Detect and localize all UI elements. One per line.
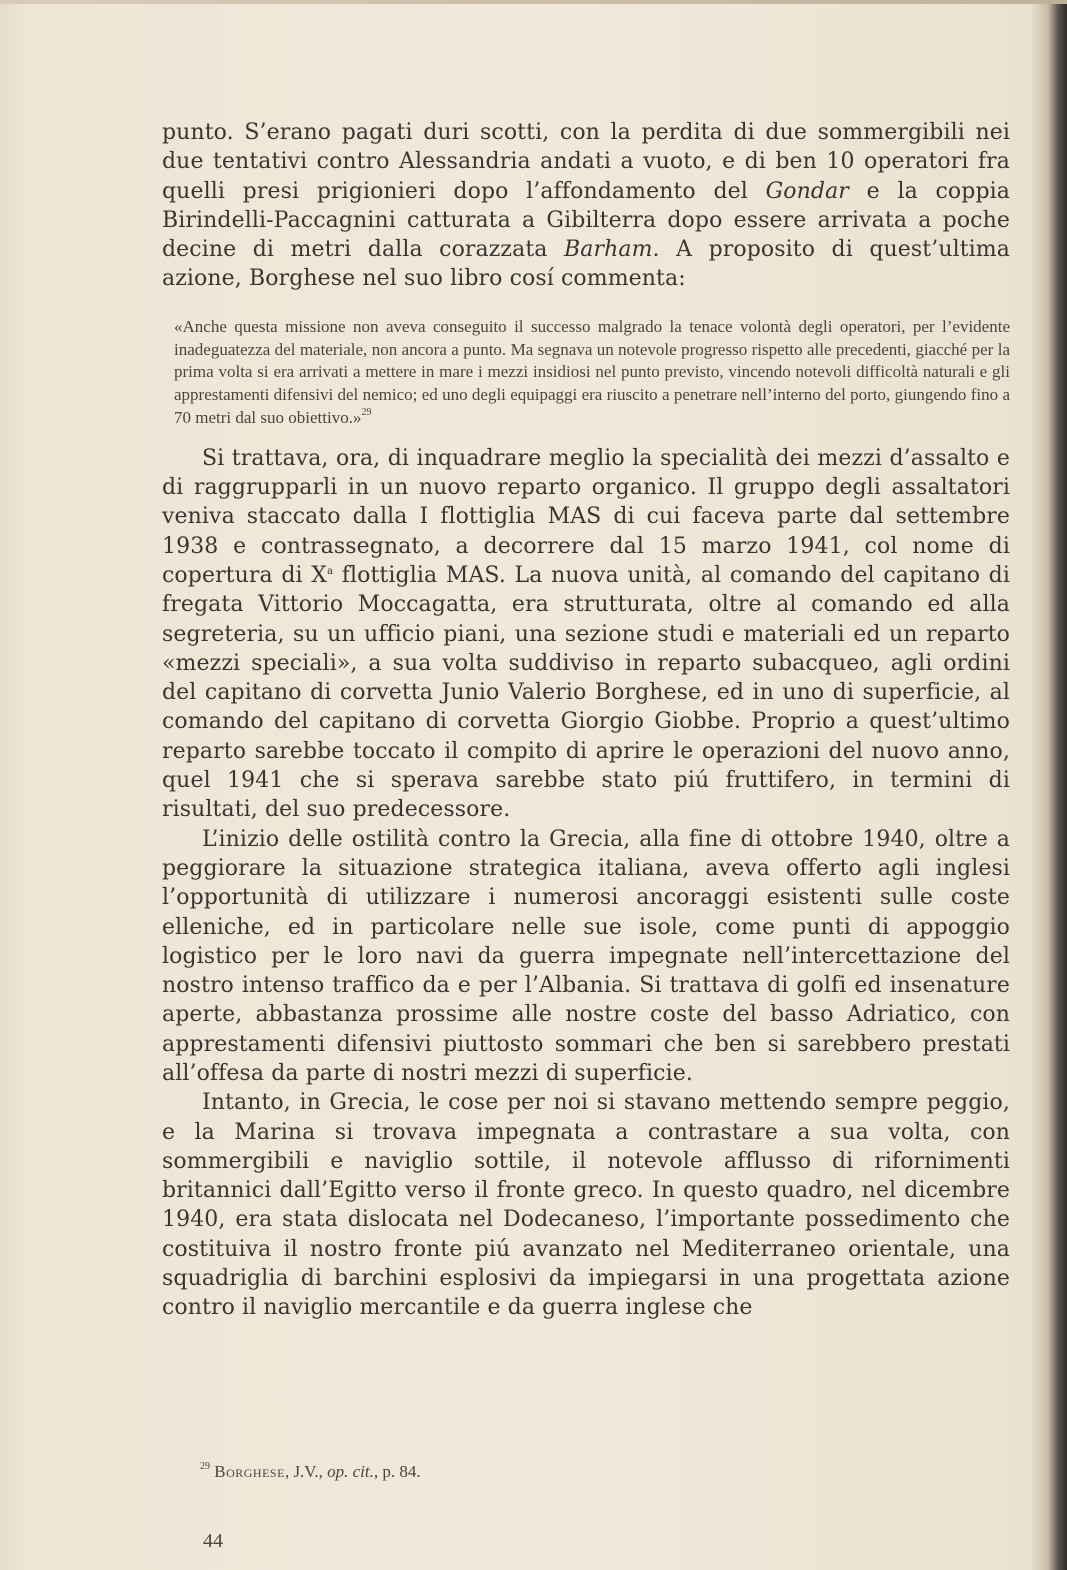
footnote-number: 29 bbox=[200, 1461, 210, 1472]
ordinal-superscript: a bbox=[327, 565, 334, 577]
footnote-page: , p. 84. bbox=[373, 1462, 421, 1481]
paragraph-3: L’inizio delle ostilità contro la Grecia, alla fine di ottobre 1940, oltre a peggiorare la situazione strategica italiana, aveva offerto agli inglesi l’opportunità di utilizzare i numerosi ancoraggi esistenti sulle coste elleniche, ed in particolare nelle sue isole, come punti di appoggio logistico per le loro navi da guerra impegnate nell’intercettazione del nostro intenso traffico da e per l’Albania. Si trattava di golfi ed insenature aperte, abbastanza prossime alle nostre coste del basso Adriatico, con apprestamenti difensivi piuttosto sommari che ben si sarebbero prestati all’offesa da parte di nostri mezzi di superficie. bbox=[162, 826, 1010, 1086]
paragraph-2-text-a: Si trattava, ora, di inquadrare meglio la specialità dei mezzi d’assalto e di raggrupparli in un nuovo reparto organico. Il gruppo degli assaltatori veniva staccato dalla I flottiglia MAS di cui faceva parte dal settembre 1938 e contrassegnato, a decorrere dal 15 marzo 1941, col nome di copertura di X bbox=[162, 445, 1010, 588]
paragraph-1-text-c: . A proposito di quest’ultima azione, Borghese nel suo libro cosí commenta: bbox=[162, 237, 1010, 292]
footnote-work: op. cit. bbox=[327, 1462, 374, 1481]
paragraph-1 bbox=[162, 118, 1010, 294]
page-top-edge bbox=[0, 0, 1067, 4]
ship-name-barham: Barham bbox=[563, 237, 653, 263]
paragraph-4: Intanto, in Grecia, le cose per noi si stavano mettendo sempre peggio, e la Marina si trovava impegnata a contrastare a sua volta, con sommergibili e naviglio sottile, il notevole afflusso di rifornimenti britannici dall’Egitto verso il fronte greco. In questo quadro, nel dicembre 1940, era stata dislocata nel Dodecaneso, l’importante possedimento che costituiva il nostro fronte piú avanzato nel Mediterraneo orientale, una squadriglia di barchini esplosivi da impiegarsi in una progettata azione contro il naviglio mercantile e da guerra inglese che bbox=[162, 1090, 1010, 1321]
footnote-reference: 29 bbox=[361, 406, 372, 418]
main-text bbox=[162, 118, 1010, 1323]
footnote-author: Borghese bbox=[214, 1462, 285, 1481]
ship-name-gondar: Gondar bbox=[765, 178, 849, 204]
block-quote bbox=[162, 316, 1010, 430]
paragraph-2-text-b: flottiglia MAS. La nuova unità, al comando del capitano di fregata Vittorio Moccagatta, era strutturata, oltre al comando ed alla segreteria, su un ufficio piani, una sezione studi e materiali ed un reparto «mezzi speciali», a sua volta suddiviso in reparto subacqueo, agli ordini del capitano di corvetta Junio Valerio Borghese, ed in uno di superficie, al comando del capitano di corvetta Giorgio Giobbe. Proprio a quest’ultimo reparto sarebbe toccato il compito di aprire le operazioni del nuovo anno, quel 1941 che si sperava sarebbe stato piú fruttifero, in termini di risultati, del suo predecessore. bbox=[162, 562, 1011, 823]
paragraph-1-text-b: e la coppia Birindelli-Paccagnini catturata a Gibilterra dopo essere arrivata a poche decine di metri dalla corazzata bbox=[162, 178, 1010, 263]
footnote bbox=[200, 1462, 900, 1482]
paragraph-1-text-a: punto. S’erano pagati duri scotti, con la perdita di due sommergibili nei due tentativi contro Alessandria andati a vuoto, e di ben 10 operatori fra quelli presi prigionieri dopo l’affondamento del bbox=[162, 120, 1010, 204]
paragraph-2 bbox=[162, 444, 1010, 825]
page-number: 44 bbox=[203, 1530, 223, 1552]
footnote-initials: , J.V., bbox=[284, 1462, 328, 1481]
quote-text: «Anche questa missione non aveva conseguito il successo malgrado la tenace volontà degli operatori, per l’evidente inadeguatezza del materiale, non ancora a punto. Ma segnava un notevole progresso rispetto alle precedenti, giacché per la prima volta si era arrivati a mettere in mare i mezzi insidiosi nel punto previsto, vincendo notevoli difficoltà naturali e gli apprestamenti difensivi del nemico; ed uno degli equipaggi era riuscito a penetrare nell’interno del porto, giungendo fino a 70 metri dal suo obiettivo.» bbox=[174, 316, 1010, 427]
